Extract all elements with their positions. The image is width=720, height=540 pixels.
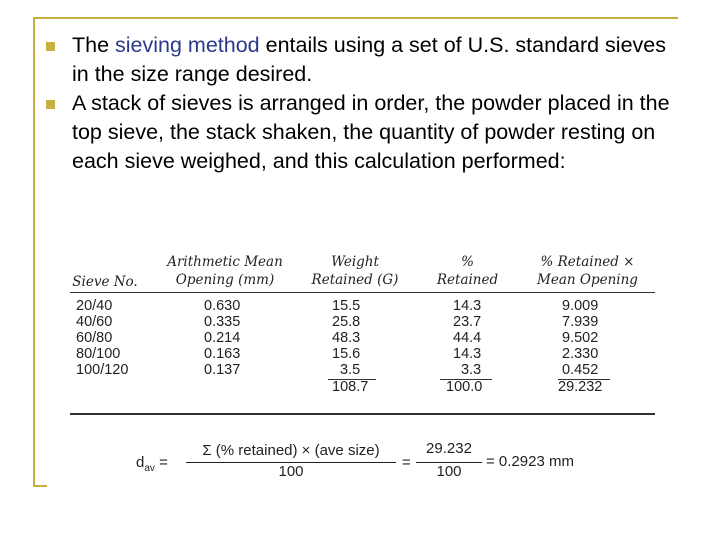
header-weight-line2: Retained (G) (311, 272, 399, 288)
table-cell: 0.630 (204, 298, 241, 314)
bullet-1-highlight: sieving method (115, 33, 260, 57)
header-sieve-no: Sieve No. (72, 274, 138, 290)
square-bullet-icon (46, 100, 55, 109)
header-product-line2: Mean Opening (537, 272, 638, 288)
table-cell: 15.5 (332, 298, 361, 314)
slide-frame-bottom (33, 485, 47, 487)
header-opening-line2: Opening (mm) (175, 272, 275, 288)
table-cell: 23.7 (453, 314, 482, 330)
table-cell: 0.335 (204, 314, 241, 330)
table-cell: 9.009 (562, 298, 599, 314)
formula-denominator-2: 100 (436, 463, 462, 480)
formula-numerator-2: 29.232 (426, 440, 472, 457)
formula-result: = 0.2923 mm (486, 453, 574, 470)
formula-denominator-1: 100 (278, 463, 304, 480)
total-pct: 100.0 (446, 379, 483, 395)
table-cell: 0.452 (562, 362, 599, 378)
header-weight-line1: Weight (331, 254, 379, 270)
table-cell: 9.502 (562, 330, 599, 346)
square-bullet-icon (46, 42, 55, 51)
total-weight: 108.7 (332, 379, 369, 395)
formula-lhs: $d_{av}$ = (136, 454, 168, 474)
table-cell: 7.939 (562, 314, 599, 330)
total-product: 29.232 (558, 379, 603, 395)
table-cell: 15.6 (332, 346, 361, 362)
table-cell: 20/40 (76, 298, 113, 314)
table-bottom-rule (70, 413, 655, 415)
table-cell: 3.3 (461, 362, 482, 378)
table-cell: 2.330 (562, 346, 599, 362)
header-rule (70, 292, 655, 293)
table-cell: 44.4 (453, 330, 482, 346)
header-product-line1: % Retained × (540, 254, 635, 270)
table-cell: 48.3 (332, 330, 361, 346)
bullet-1-post: entails using a set of U.S. standard sieves in the size range desired. (72, 33, 666, 86)
table-cell: 0.214 (204, 330, 241, 346)
slide-frame-top (33, 17, 678, 19)
table-cell: 14.3 (453, 298, 482, 314)
bullet-item-2 (46, 89, 686, 176)
formula-numerator-1: Σ (% retained) × (ave size) (202, 442, 380, 459)
table-cell: 25.8 (332, 314, 361, 330)
bullet-item-1 (46, 31, 686, 89)
table-cell: 100/120 (76, 362, 129, 378)
bullet-list (46, 31, 686, 176)
slide-frame-left (33, 17, 35, 487)
sieve-table (70, 244, 660, 490)
header-pct-line2: Retained (436, 272, 499, 288)
table-cell: 40/60 (76, 314, 113, 330)
table-cell: 60/80 (76, 330, 113, 346)
bullet-1-pre: The (72, 33, 116, 57)
header-pct-line1: % (461, 254, 474, 270)
table-cell: 80/100 (76, 346, 121, 362)
table-cell: 0.137 (204, 362, 241, 378)
table-cell: 0.163 (204, 346, 241, 362)
table-cell: 3.5 (340, 362, 361, 378)
formula-lhs-sub: av (144, 463, 155, 474)
table-cell: 14.3 (453, 346, 482, 362)
formula-equals: = (402, 454, 411, 471)
header-opening-line1: Arithmetic Mean (167, 254, 283, 270)
bullet-2-text: A stack of sieves is arranged in order, the powder placed in the top sieve, the stack shaken, the quantity of powder resting on each sieve weighed, and this calculation performed: (72, 91, 670, 173)
